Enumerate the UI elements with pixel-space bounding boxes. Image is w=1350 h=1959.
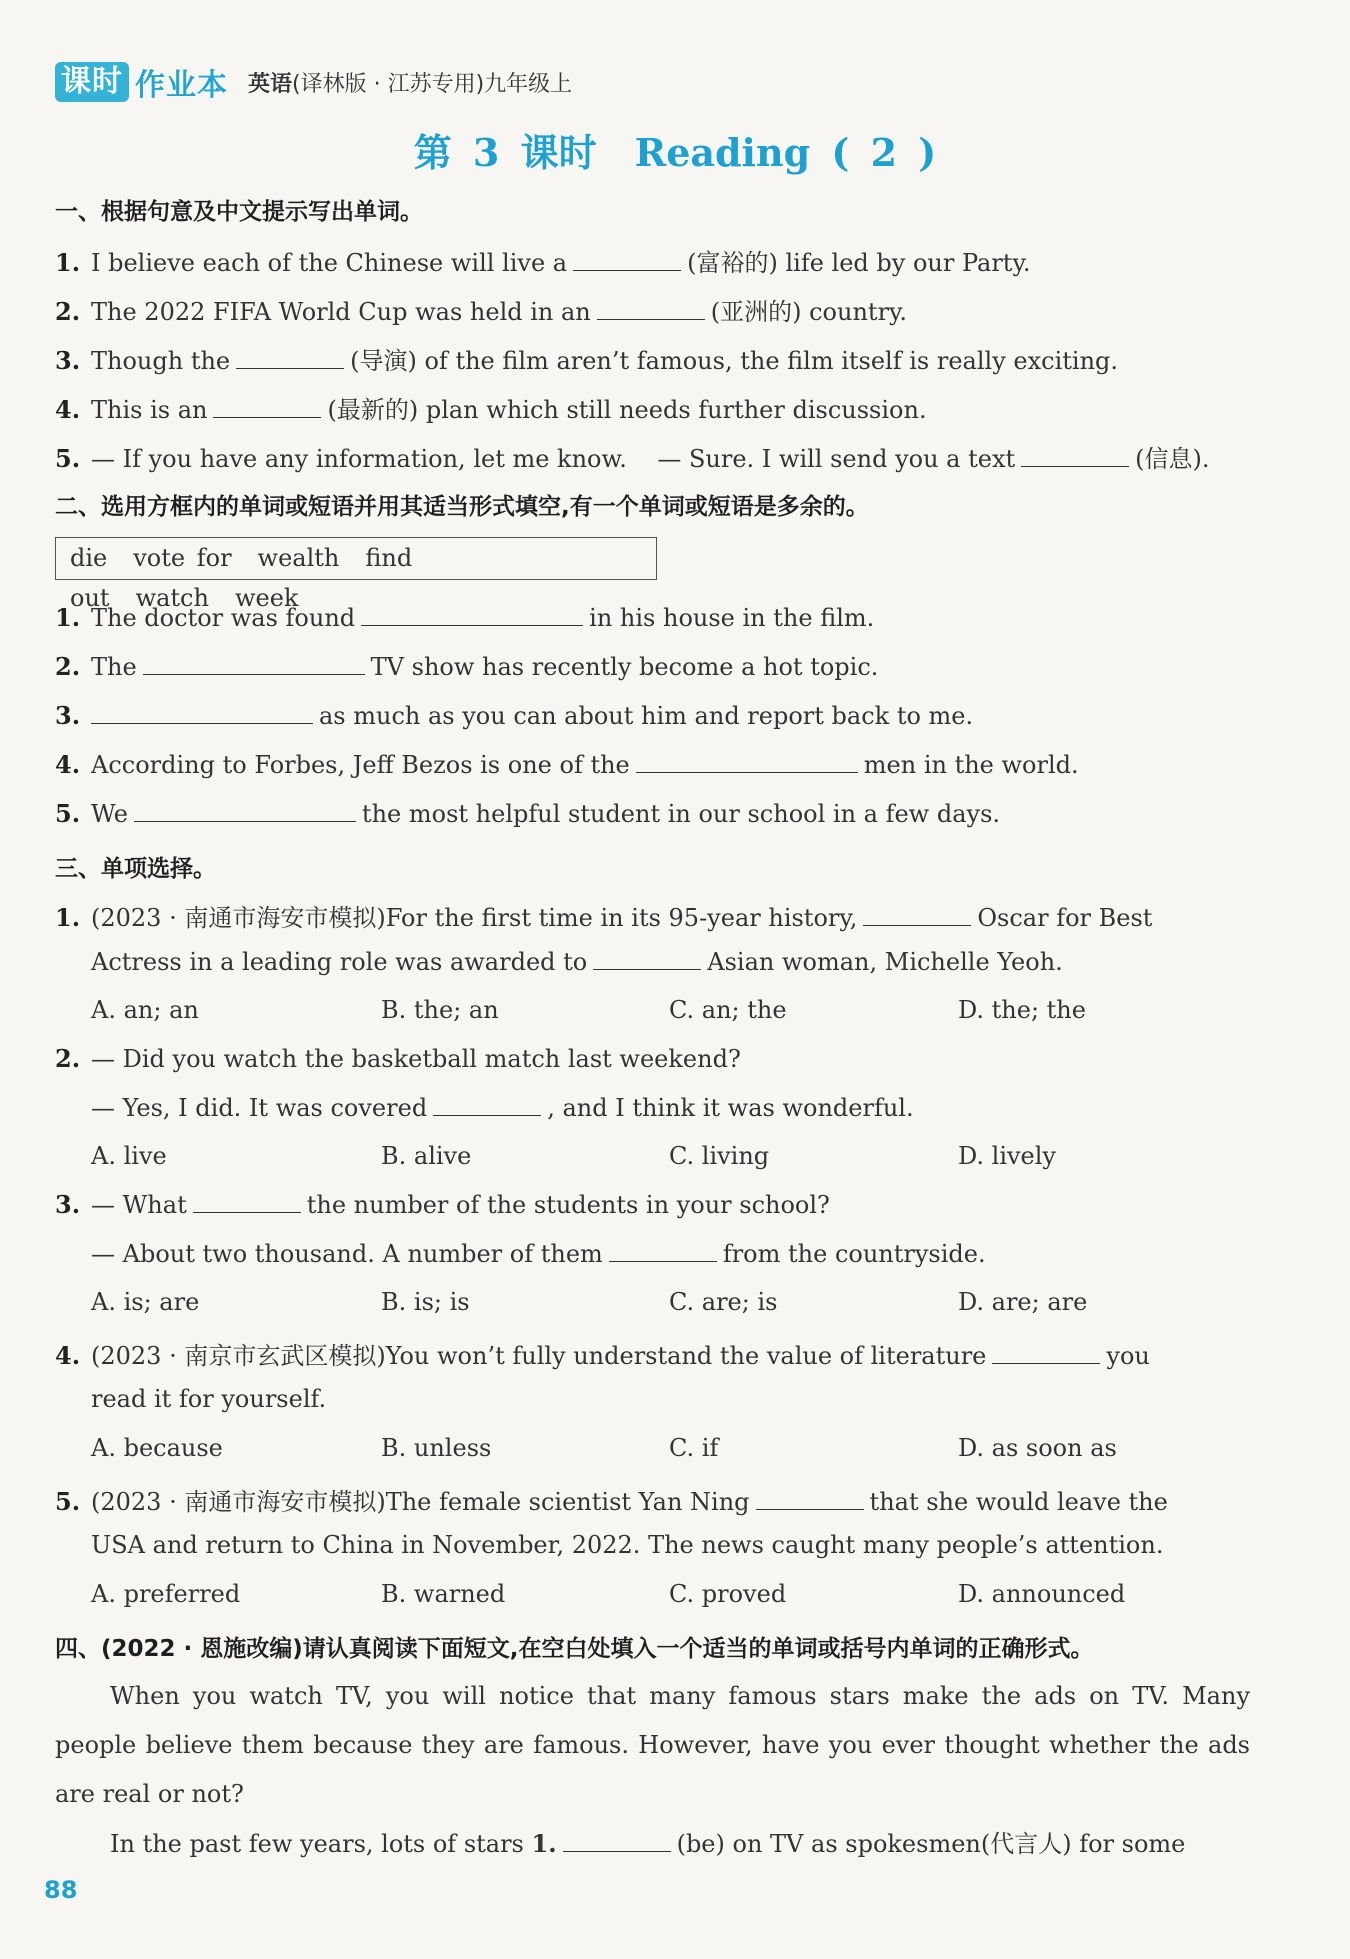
answer-blank[interactable] [134, 799, 356, 822]
answer-blank[interactable] [992, 1341, 1100, 1364]
option-b[interactable]: B. unless [381, 1434, 492, 1462]
option-d[interactable]: D. the; the [958, 996, 1086, 1024]
s1-item-4: 4. This is an (最新的) plan which still needs further discussion. [55, 395, 927, 424]
s1-item-5: 5. — If you have any information, let me know. — Sure. I will send you a text (信息). [55, 444, 1210, 473]
option-d[interactable]: D. lively [958, 1142, 1056, 1170]
brand [55, 60, 228, 104]
option-a[interactable]: A. live [91, 1142, 167, 1170]
option-d[interactable]: D. are; are [958, 1288, 1088, 1316]
section1-title: 一、根据句意及中文提示写出单词。 [55, 199, 423, 225]
option-c[interactable]: C. an; the [669, 996, 787, 1024]
option-a[interactable]: A. preferred [91, 1580, 241, 1608]
answer-blank[interactable] [563, 1829, 671, 1852]
lesson-title [0, 122, 1350, 177]
option-b[interactable]: B. warned [381, 1580, 506, 1608]
word-bank-box [55, 537, 657, 612]
section3-title: 三、单项选择。 [55, 856, 216, 882]
s2-item-3: 3. as much as you can about him and report back to me. [55, 701, 974, 730]
answer-blank[interactable] [597, 297, 705, 320]
word-bank-item: vote for [133, 544, 232, 572]
word-bank-item: wealth [257, 544, 340, 572]
answer-blank[interactable] [143, 652, 365, 675]
q5-line1: 5. (2023 · 南通市海安市模拟)The female scientist Yan Ning that she would leave the [55, 1487, 1168, 1516]
book-info [248, 67, 572, 98]
option-b[interactable]: B. is; is [381, 1288, 470, 1316]
q5-line2: USA and return to China in November, 2022. The news caught many people’s attention. [91, 1531, 1164, 1559]
q4-line2: read it for yourself. [91, 1385, 327, 1413]
s2-item-2: 2. The TV show has recently become a hot topic. [55, 652, 879, 681]
brand-logo: 课时 [55, 62, 129, 102]
q1-line1: 1. (2023 · 南通市海安市模拟)For the first time in its 95-year history, Oscar for Best [55, 903, 1153, 932]
s1-item-3: 3. Though the (导演) of the film aren’t famous, the film itself is really exciting. [55, 346, 1119, 375]
word-bank-item: week [234, 584, 299, 612]
page-header [55, 62, 572, 102]
q1-line2: Actress in a leading role was awarded to Asian woman, Michelle Yeoh. [91, 948, 1063, 976]
reading-paragraph-1: When you watch TV, you will notice that many famous stars make the ads on TV. Many people believe them because they are famous. However, have you ever thought whether the ads are real or not? [55, 1682, 1250, 1808]
word-bank-item: die [70, 544, 108, 572]
answer-blank[interactable] [1021, 444, 1129, 467]
answer-blank[interactable] [91, 701, 313, 724]
s2-item-4: 4. According to Forbes, Jeff Bezos is one of the men in the world. [55, 750, 1079, 779]
s2-item-1: 1. The doctor was found in his house in the film. [55, 603, 875, 632]
lesson-name: Reading ( 2 ) [634, 130, 937, 175]
reading-paragraph-2: In the past few years, lots of stars 1. (be) on TV as spokesmen(代言人) for some [110, 1829, 1186, 1858]
option-b[interactable]: B. alive [381, 1142, 472, 1170]
q2-line2: — Yes, I did. It was covered , and I think it was wonderful. [91, 1094, 914, 1122]
option-c[interactable]: C. proved [669, 1580, 787, 1608]
word-bank-item: find out [70, 544, 413, 612]
answer-blank[interactable] [433, 1093, 541, 1116]
edition-label: (译林版 · 江苏专用)九年级上 [292, 71, 573, 97]
answer-blank[interactable] [863, 903, 971, 926]
lesson-number: 第 3 课时 [413, 130, 597, 175]
s1-item-2: 2. The 2022 FIFA World Cup was held in an (亚洲的) country. [55, 297, 908, 326]
answer-blank[interactable] [361, 603, 583, 626]
section4-title: 四、(2022 · 恩施改编)请认真阅读下面短文,在空白处填入一个适当的单词或括号内单词的正确形式。 [55, 1636, 1094, 1662]
subject-label: 英语 [248, 71, 293, 97]
answer-blank[interactable] [236, 346, 344, 369]
answer-blank[interactable] [213, 395, 321, 418]
option-d[interactable]: D. as soon as [958, 1434, 1117, 1462]
q3-line1: 3. — What the number of the students in your school? [55, 1190, 830, 1219]
page-number: 88 [44, 1876, 78, 1904]
option-c[interactable]: C. if [669, 1434, 719, 1462]
word-bank-item: watch [135, 584, 209, 612]
option-b[interactable]: B. the; an [381, 996, 499, 1024]
option-d[interactable]: D. announced [958, 1580, 1126, 1608]
section2-title: 二、选用方框内的单词或短语并用其适当形式填空,有一个单词或短语是多余的。 [55, 494, 869, 520]
s1-item-1: 1. I believe each of the Chinese will live a (富裕的) life led by our Party. [55, 248, 1031, 277]
answer-blank[interactable] [636, 750, 858, 773]
q4-line1: 4. (2023 · 南京市玄武区模拟)You won’t fully understand the value of literature you [55, 1341, 1150, 1370]
answer-blank[interactable] [573, 248, 681, 271]
option-a[interactable]: A. is; are [91, 1288, 200, 1316]
brand-name: 作业本 [135, 68, 228, 103]
answer-blank[interactable] [593, 947, 701, 970]
option-a[interactable]: A. an; an [91, 996, 199, 1024]
answer-blank[interactable] [756, 1487, 864, 1510]
answer-blank[interactable] [609, 1239, 717, 1262]
s2-item-5: 5. We the most helpful student in our school in a few days. [55, 799, 1001, 828]
option-a[interactable]: A. because [91, 1434, 223, 1462]
q2-line1: 2. — Did you watch the basketball match last weekend? [55, 1044, 741, 1073]
option-c[interactable]: C. are; is [669, 1288, 778, 1316]
option-c[interactable]: C. living [669, 1142, 770, 1170]
q3-line2: — About two thousand. A number of them from the countryside. [91, 1240, 986, 1268]
answer-blank[interactable] [193, 1190, 301, 1213]
